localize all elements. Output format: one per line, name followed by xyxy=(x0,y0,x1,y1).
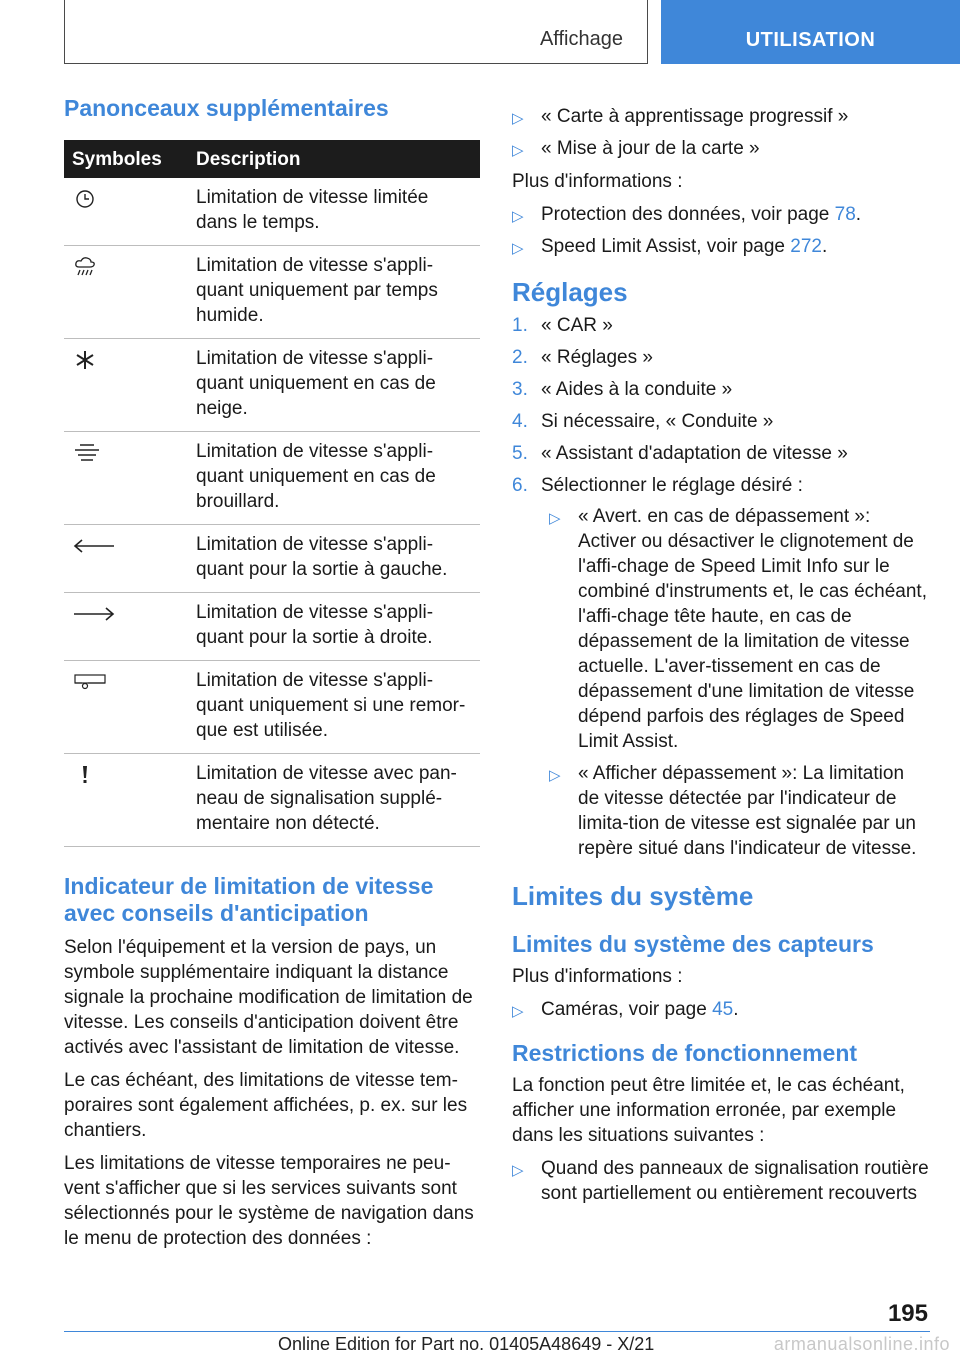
more-info-label-2: Plus d'informations : xyxy=(512,966,683,987)
reference-list xyxy=(512,202,930,259)
footer-edition: Online Edition for Part no. 01405A48649 - X/21 xyxy=(278,1334,655,1354)
step-item: 1. « CAR » xyxy=(512,315,613,336)
triangle-bullet-icon: ▷ xyxy=(512,110,524,127)
table-row xyxy=(64,432,480,525)
section-title-reglages: Réglages xyxy=(512,277,628,307)
table-row xyxy=(64,339,480,432)
page-link-272[interactable]: 272 xyxy=(790,236,822,257)
left-column xyxy=(64,95,480,1259)
table-row-description: Limitation de vitesse limitée dans le temps. xyxy=(188,178,480,246)
section-title-indicateur: Indicateur de limitation de vitesse avec conseils d'anticipation xyxy=(64,873,434,926)
page-link-45[interactable]: 45 xyxy=(712,999,734,1020)
triangle-bullet-icon: ▷ xyxy=(549,767,561,784)
triangle-bullet-icon: ▷ xyxy=(512,208,524,225)
paragraph-3: Les limitations de vitesse temporaires ne peu-vent s'afficher que si les services suivants sont sélectionnés pour le système de navigation dans le menu de protection des données : xyxy=(64,1153,474,1249)
table-row-description: Limitation de vitesse s'appli-quant uniquement en cas de neige. xyxy=(188,339,480,432)
table-row-description: Limitation de vitesse s'appli-quant uniquement en cas de brouillard. xyxy=(188,432,480,525)
table-row-description: Limitation de vitesse s'appli-quant pour la sortie à droite. xyxy=(188,593,480,661)
snowflake-icon xyxy=(72,349,98,371)
sensor-reference-list xyxy=(512,997,930,1022)
section-title-capteurs: Limites du système des capteurs xyxy=(512,931,874,957)
restrictions-paragraph: La fonction peut être limitée et, le cas échéant, afficher une information erronée, par exemple dans les situations suivantes : xyxy=(512,1075,905,1146)
paragraph-1: Selon l'équipement et la version de pays, un symbole supplémentaire indiquant la distance signale la prochaine modification de limitation de vitesse. Les conseils d'anticipation doivent être activés avec l'assistant de limitation de vitesse. xyxy=(64,937,473,1058)
table-row-description: Limitation de vitesse s'appli-quant pour la sortie à gauche. xyxy=(188,525,480,593)
restrictions-list xyxy=(512,1156,930,1206)
arrow-left-icon xyxy=(72,535,116,557)
service-list xyxy=(512,104,930,161)
list-item: ▷ Protection des données, voir page 78. xyxy=(512,202,930,227)
step-item: 2. « Réglages » xyxy=(512,347,653,368)
footer-divider xyxy=(64,1331,930,1332)
table-row xyxy=(64,593,480,661)
table-row xyxy=(64,661,480,754)
paragraph-2: Le cas échéant, des limitations de vitesse tem-poraires sont également affichées, p. ex. sur les chantiers. xyxy=(64,1070,468,1141)
table-row-description: Limitation de vitesse avec pan-neau de signalisation supplé-mentaire non détecté. xyxy=(188,754,480,847)
table-row-description: Limitation de vitesse s'appli-quant uniquement par temps humide. xyxy=(188,246,480,339)
triangle-bullet-icon: ▷ xyxy=(512,1003,524,1020)
triangle-bullet-icon: ▷ xyxy=(512,142,524,159)
step-item: 3. « Aides à la conduite » xyxy=(512,379,733,400)
right-column xyxy=(512,104,930,1214)
rain-cloud-icon xyxy=(72,256,98,278)
arrow-right-icon xyxy=(72,603,116,625)
table-row xyxy=(64,178,480,246)
list-item: ▷ « Carte à apprentissage progressif » xyxy=(512,104,930,129)
list-item: ▷ « Mise à jour de la carte » xyxy=(512,136,930,161)
list-item: ▷ Caméras, voir page 45. xyxy=(512,997,930,1022)
section-title-limites: Limites du système xyxy=(512,881,754,911)
more-info-label: Plus d'informations : xyxy=(512,171,683,192)
page-number: 195 xyxy=(887,1300,928,1327)
page-link-78[interactable]: 78 xyxy=(834,204,856,225)
settings-steps xyxy=(512,313,930,861)
section-title-restrictions: Restrictions de fonctionnement xyxy=(512,1040,858,1066)
fog-icon xyxy=(72,442,102,464)
step-item: 4. Si nécessaire, « Conduite » xyxy=(512,411,774,432)
list-item: ▷ Speed Limit Assist, voir page 272. xyxy=(512,234,930,259)
header-section-label: Affichage xyxy=(539,28,623,50)
list-item: ▷ Quand des panneaux de signalisation routière sont partiellement ou entièrement recouverts xyxy=(512,1158,929,1204)
table-row xyxy=(64,525,480,593)
setting-options xyxy=(541,504,930,861)
triangle-bullet-icon: ▷ xyxy=(549,510,561,527)
section-title-panonceaux: Panonceaux supplémentaires xyxy=(64,95,389,121)
list-item: ▷ « Afficher dépassement »: La limitation de vitesse détectée par l'indicateur de limita-tion de vitesse est signalée par un repère situé dans l'indicateur de vitesse. xyxy=(549,763,917,859)
triangle-bullet-icon: ▷ xyxy=(512,240,524,257)
step-item: 5. « Assistant d'adaptation de vitesse » xyxy=(512,443,848,464)
table-row xyxy=(64,246,480,339)
step-item: 6. Sélectionner le réglage désiré : ▷ « Avert. en cas de dépassement »: Activer ou désactiver le clignotement de l'affi-chage de Speed Limit Info sur le combiné d'instruments et, le cas échéant, l'affi-chage tête haute, en cas de dépassement de la limitation de vitesse actuelle. L'aver-tissement en cas de dépassement d'une limitation de vitesse dépend parfois des réglages de Speed Limit Assist. ▷ « Afficher dépassement »: La limitation de vitesse détectée par l'indicateur de limita-tion de vitesse est signalée par un repère situé dans l'indicateur de vitesse. xyxy=(512,473,930,861)
header-tab: UTILISATION xyxy=(661,0,960,64)
table-row xyxy=(64,754,480,847)
header-box xyxy=(64,0,648,64)
symbols-table xyxy=(64,140,480,847)
trailer-icon xyxy=(72,671,108,693)
table-header-symboles: Symboles xyxy=(64,140,188,178)
triangle-bullet-icon: ▷ xyxy=(512,1162,524,1179)
table-header-description: Description xyxy=(188,140,480,178)
clock-icon xyxy=(72,188,98,210)
exclamation-icon xyxy=(72,764,98,786)
list-item: ▷ « Avert. en cas de dépassement »: Activer ou désactiver le clignotement de l'affi-chage de Speed Limit Info sur le combiné d'instruments et, le cas échéant, l'affi-chage tête haute, en cas de dépassement de la limitation de vitesse actuelle. L'aver-tissement en cas de dépassement d'une limitation de vitesse dépend parfois des réglages de Speed Limit Assist. xyxy=(549,506,927,752)
table-row-description: Limitation de vitesse s'appli-quant uniquement si une remor-que est utilisée. xyxy=(188,661,480,754)
watermark: armanualsonline.info xyxy=(773,1334,950,1354)
